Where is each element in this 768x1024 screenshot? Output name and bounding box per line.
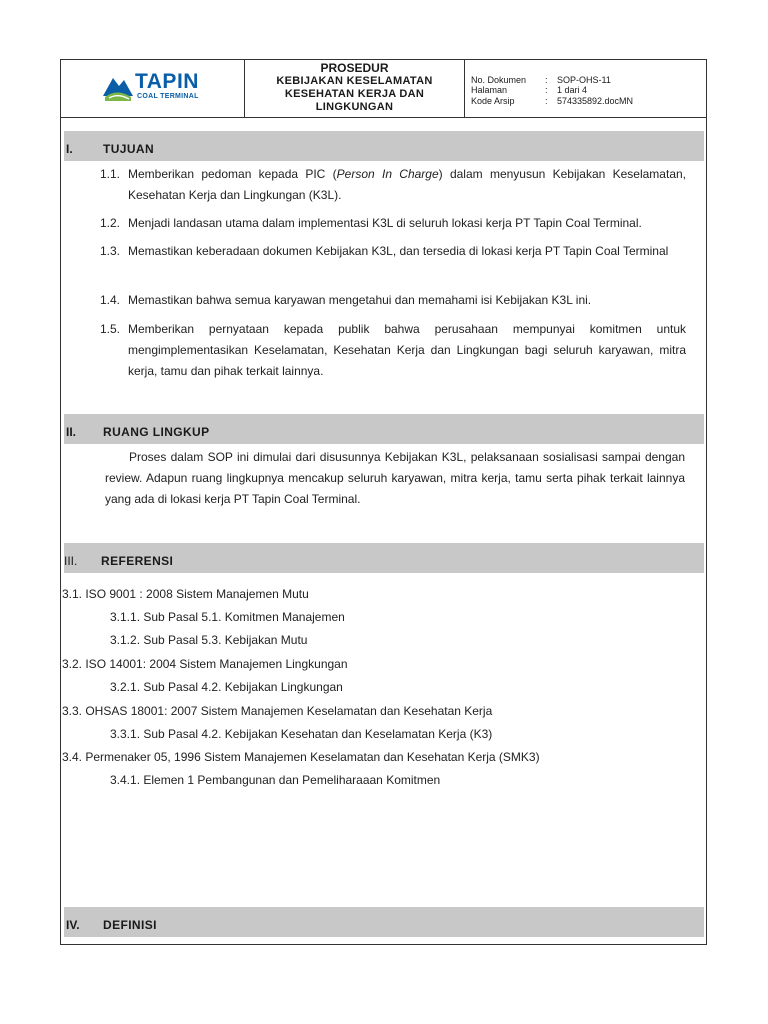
document-title-line-3: LINGKUNGAN <box>315 101 394 113</box>
scope-paragraph: Proses dalam SOP ini dimulai dari disusunnya Kebijakan K3L, pelaksanaan sosialisasi sampai dengan review. Adapun ruang lingkupnya mencakup seluruh karyawan, mitra kerja, tamu serta pihak terkait lainnya yang ada di lokasi kerja PT Tapin Coal Terminal. <box>105 450 685 506</box>
section-header-ruang-lingkup: II. RUANG LINGKUP <box>64 414 704 444</box>
reference-item: 3.2.1. Sub Pasal 4.2. Kebijakan Lingkungan <box>110 680 343 694</box>
mountain-logo-icon <box>103 70 133 102</box>
section-header-referensi: III. REFERENSI <box>64 543 704 573</box>
section-header-definisi: IV. DEFINISI <box>64 907 704 937</box>
document-header <box>61 60 706 118</box>
reference-item: 3.4. Permenaker 05, 1996 Sistem Manajemen Keselamatan dan Kesehatan Kerja (SMK3) <box>62 750 540 764</box>
logo-cell <box>61 60 245 117</box>
company-logo <box>103 70 211 104</box>
reference-item: 3.2. ISO 14001: 2004 Sistem Manajemen Lingkungan <box>62 657 348 671</box>
logo-subtitle: COAL TERMINAL <box>137 93 199 100</box>
reference-item: 3.1.2. Sub Pasal 5.3. Kebijakan Mutu <box>110 633 308 647</box>
reference-item: 3.4.1. Elemen 1 Pembangunan dan Pemeliharaaan Komitmen <box>110 773 441 787</box>
title-cell <box>245 60 465 117</box>
reference-item: 3.1. ISO 9001 : 2008 Sistem Manajemen Mutu <box>62 587 309 601</box>
document-type: PROSEDUR <box>320 61 389 75</box>
reference-item: 3.3. OHSAS 18001: 2007 Sistem Manajemen Keselamatan dan Kesehatan Kerja <box>62 704 493 718</box>
logo-wordmark: TAPIN <box>135 70 199 93</box>
reference-item: 3.3.1. Sub Pasal 4.2. Kebijakan Kesehatan dan Keselamatan Kerja (K3) <box>110 727 493 741</box>
reference-item: 3.1.1. Sub Pasal 5.1. Komitmen Manajemen <box>110 610 345 624</box>
section-header-tujuan: I. TUJUAN <box>64 131 704 161</box>
meta-cell: No. Dokumen : SOP-OHS-11 Halaman : 1 dari 4 Kode Arsip : 574335892.docMN <box>471 75 634 106</box>
document-title-line-2: KESEHATAN KERJA DAN <box>284 88 425 100</box>
document-title-line-1: KEBIJAKAN KESELAMATAN <box>276 75 433 87</box>
